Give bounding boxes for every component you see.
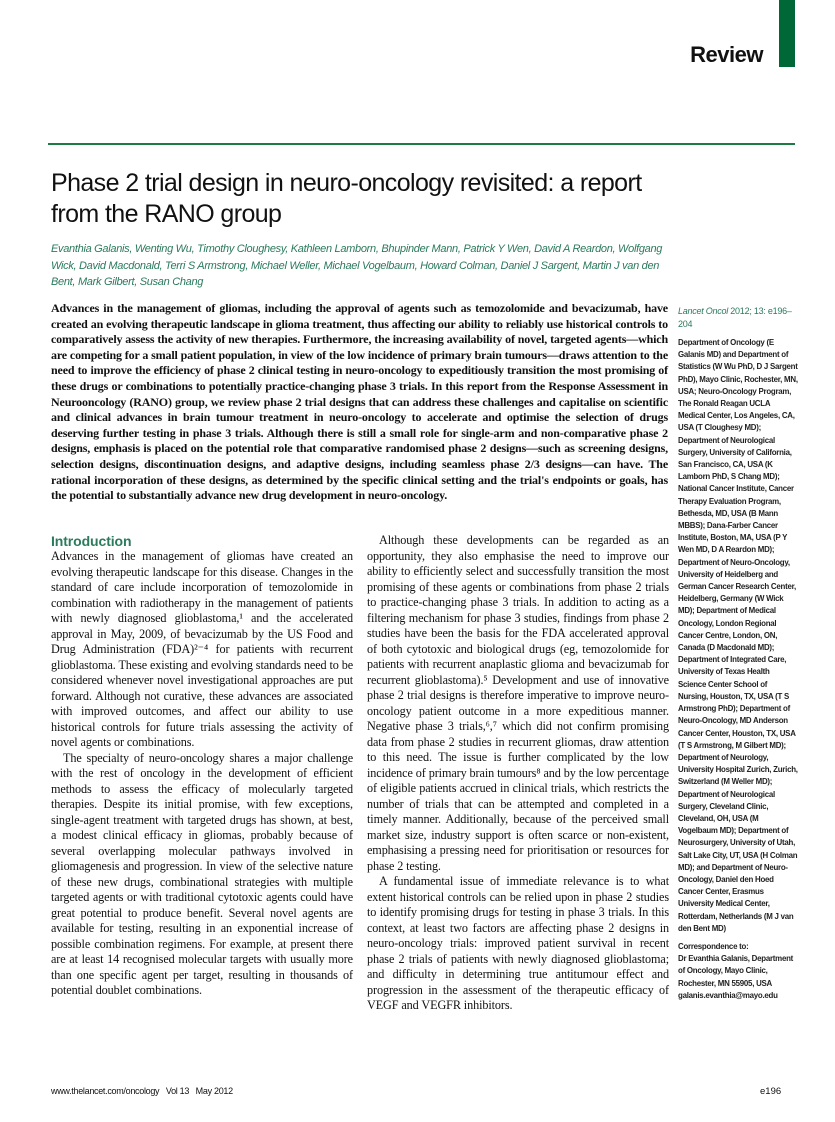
body-column-2 [367,533,669,1014]
abstract: Advances in the management of gliomas, including the approval of agents such as temozolomide and bevacizumab, have created an evolving therapeutic landscape in glioma treatment, thus affecting our ability to reliably use historical controls to comparatively assess the activity of new therapies. Furthermore, the increasing availability of novel, targeted agents—which are competing for a small patient population, in view of the low incidence of primary brain tumours—draws attention to the need to improve the efficiency of phase 2 clinical testing in neuro-oncology to expeditiously transition the most promising of these drugs or combinations to potentially practice-changing phase 3 trials. In this report from the Response Assessment in Neurooncology (RANO) group, we review phase 2 trial designs that can address these challenges and capitalise on scientific and clinical advances in brain tumour treatment in neuro-oncology to accelerate and optimise the selection of drugs deserving further testing in phase 3 trials. Although there is still a small role for single-arm and non-comparative phase 2 designs, emphasis is placed on the potential role that comparative randomised phase 2 designs—such as screening designs, selection designs, discontinuation designs, and adaptive designs, including seamless phase 2/3 designs—can have. The rational incorporation of these designs, as determined by the specific clinical setting and the trial's endpoints or goals, has the potential to substantially advance new drug development in neuro-oncology. [51,301,668,503]
citation [678,305,798,331]
author-list: Evanthia Galanis, Wenting Wu, Timothy Cloughesy, Kathleen Lamborn, Bhupinder Mann, Patrick Y Wen, David A Reardon, Wolfgang Wick, David Macdonald, Terri S Armstrong, Michael Weller, Michael Vogelbaum, Howard Colman, Daniel J Sargent, Martin J van den Bent, Mark Gilbert, Susan Chang [51,243,663,288]
affiliations: Department of Oncology (E Galanis MD) and Department of Statistics (W Wu PhD, D J Sargent PhD), Mayo Clinic, Rochester, MN, USA; Neuro-Oncology Program, The Ronald Reagan UCLA Medical Center, Los Angeles, CA, USA (T Cloughesy MD); Department of Neurological Surgery, University of California, San Francisco, CA, USA (K Lamborn PhD, S Chang MD); National Cancer Institute, Cancer Therapy Evaluation Program, Bethesda, MD, USA (B Mann MBBS); Dana-Farber Cancer Institute, Boston, MA, USA (P Y Wen MD, D A Reardon MD); Department of Neuro-Oncology, University of Heidelberg and German Cancer Research Center, Heidelberg, Germany (W Wick MD); Department of Medical Oncology, London Regional Cancer Centre, London, ON, Canada (D Macdonald MD); Department of Integrated Care, University of Texas Health Science Center School of Nursing, Houston, TX, USA (T S Armstrong PhD); Department of Neuro-Oncology, MD Anderson Cancer Center, Houston, TX, USA (T S Armstrong, M Gilbert MD); Department of Neurology, University Hospital Zurich, Zurich, Switzerland (M Weller MD); Department of Neurological Surgery, Cleveland Clinic, Cleveland, OH, USA (M Vogelbaum MD); Department of Neurosurgery, University of Utah, Salt Lake City, UT, USA (H Colman MD); and Department of Neuro-Oncology, Daniel den Hoed Cancer Center, Erasmus University Medical Center, Rotterdam, Netherlands (M J van den Bent MD) [678,338,798,933]
correspondence-email[interactable]: galanis.evanthia@mayo.edu [678,990,778,1000]
header-rule [48,143,795,145]
citation-volume: 2012; 13: e196–204 [678,306,792,329]
body-column-1 [51,533,353,999]
paragraph: Advances in the management of gliomas have created an evolving therapeutic landscape for this disease. Changes in the standard of care include incorporation of temozolomide in combination with radiotherapy in the management of patients with newly diagnosed glioblastoma,¹ and the accelerated approval in May, 2009, of bevacizumab by the US Food and Drug Administration (FDA)²⁻⁴ for patients with recurrent glioblastoma. These existing and evolving standards need to be considered whenever novel investigational approaches are put forward. Although not curative, these advances are associated with improved outcomes, and affect our ability to use historical controls for future trials assessing the activity of novel agents or combinations. [51,549,353,749]
paragraph: The specialty of neuro-oncology shares a major challenge with the rest of oncology in the development of efficient methods to assess the efficacy of molecularly targeted therapies. Despite its initial promise, with few exceptions, single-agent treatment with targeted drugs has shown, at best, a modest clinical efficacy in gliomas, probably because of several overlapping molecular pathways involved in gliomagenesis and progression. In view of the selective nature of these new drugs, combinational strategies with multiple targeted agents or with traditional cytotoxic agents could have great potential to produce benefit. Several novel agents are available for testing, resulting in an exponential increase of possible combination regimens. For example, at present there are at least 14 recognised molecular targets with usually more than one specific agent per target, resulting in thousands of potential doublet combinations. [51,750,353,997]
correspondence [678,941,798,1002]
journal-name: Lancet Oncol [678,306,729,316]
footer-journal-info: www.thelancet.com/oncology Vol 13 May 2012 [51,1086,233,1096]
section-label: Review [690,42,763,67]
article-title: Phase 2 trial design in neuro-oncology revisited: a report from the RANO group [51,169,642,228]
paragraph: A fundamental issue of immediate relevance is to what extent historical controls can be relied upon in phase 2 studies to identify promising drugs for testing in phase 3 trials. In this context, at least two factors are affecting phase 2 designs in neuro-oncology trials: improved patient survival in recent phase 2 trials of patients with newly diagnosed glioblastoma; and difficulty in determining true antitumour effect and progression in the assessment of the therapeutic efficacy of VEGF and VEGFR inhibitors. [367,874,669,1012]
correspondence-label: Correspondence to: [678,941,749,951]
sidebar-affiliations [678,305,798,1002]
correspondence-address: Dr Evanthia Galanis, Department of Oncology, Mayo Clinic, Rochester, MN 55905, USA [678,954,794,988]
section-heading-introduction: Introduction [51,533,132,549]
page-number: e196 [760,1086,782,1097]
section-color-bar [779,0,795,67]
paragraph: Although these developments can be regarded as an opportunity, they also emphasise the need to improve our ability to efficiently select and successfully transition the most promising of these agents or combinations from phase 2 trials to practice-changing phase 3 trials. In addition to acting as a filtering mechanism for phase 3 studies, findings from phase 2 studies have been the basis for the FDA accelerated approval of both cytotoxic and biological drugs (eg, temozolomide for patients with recurrent anaplastic glioma and bevacizumab for recurrent glioblastoma).⁵ Development and use of innovative phase 2 trial designs is therefore imperative to improve neuro-oncology patient outcome in a more expeditious manner. Negative phase 3 trials,⁶,⁷ which did not confirm promising data from phase 2 studies in recurrent gliomas, draw attention to this need. The issue is further complicated by the low incidence of primary brain tumours⁸ and by the low percentage of eligible patients accrued in clinical trials, which restricts the number of trials that can be attempted and completed in a timely manner. Additionally, because of the perceived small market size, industry support is often scarce or non-existent, emphasising a pressing need for prioritisation or resources for phase 2 testing. [367,533,669,873]
